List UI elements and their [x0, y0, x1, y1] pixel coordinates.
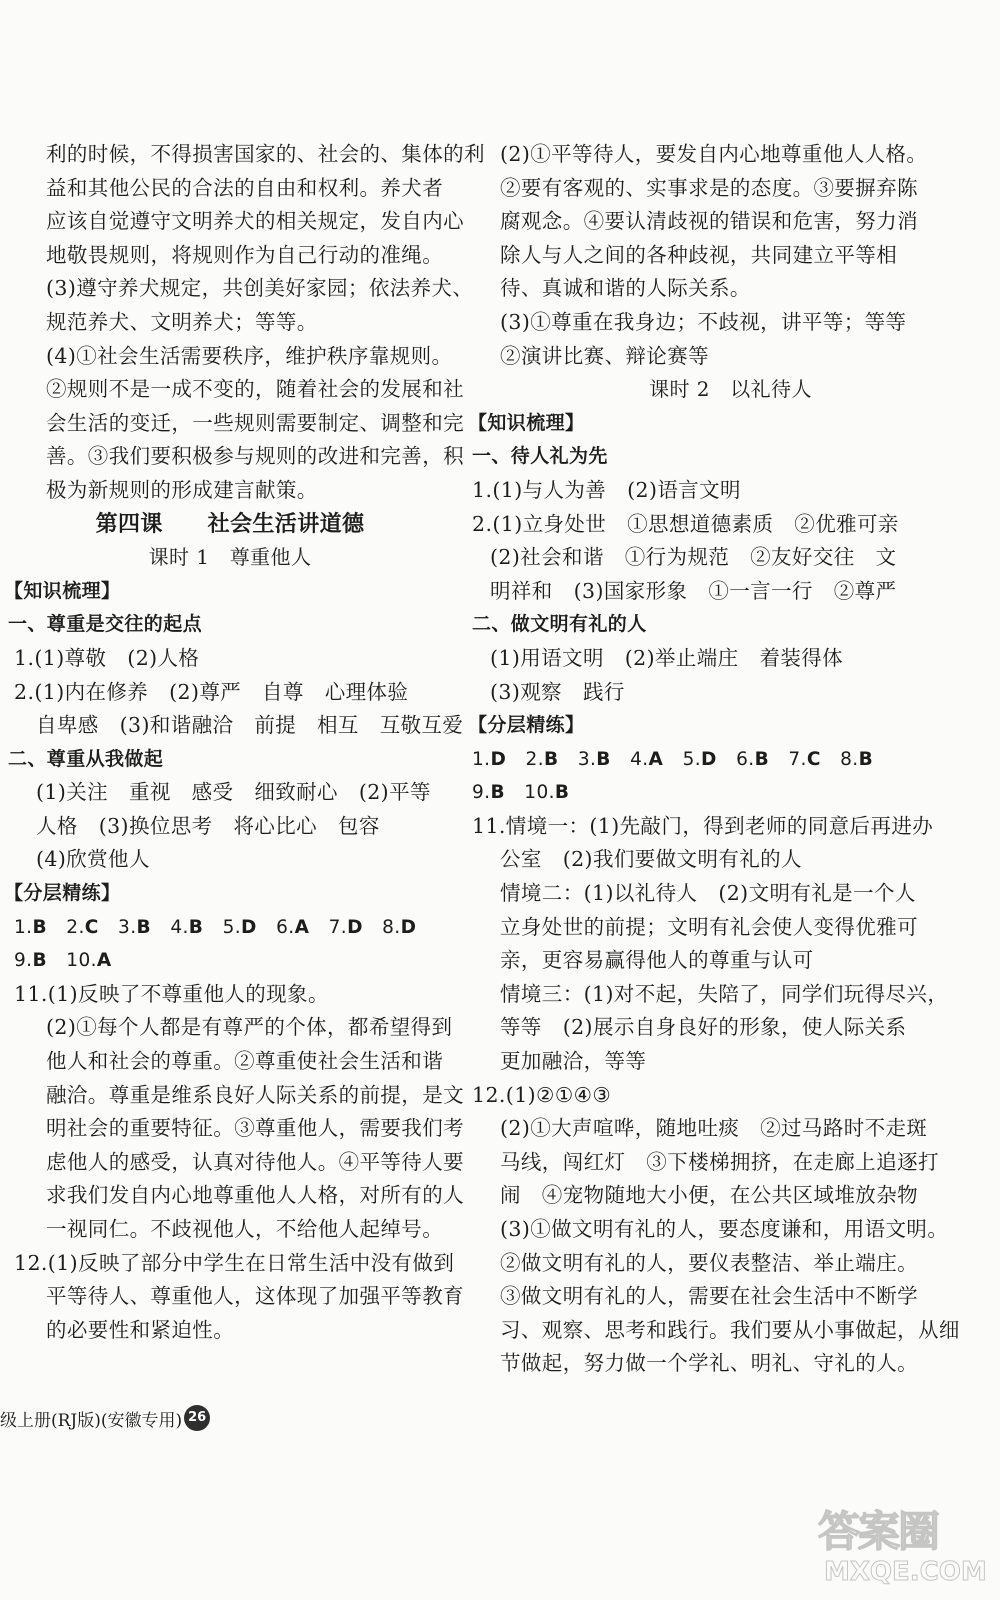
text-line: 益和其他公民的合法的自由和权利。养犬者 [46, 175, 444, 200]
text-line: 2.(1)内在修养 (2)尊严 自尊 心理体验 [14, 679, 409, 704]
text-line: ②做文明有礼的人，要仪表整洁、举止端庄。 [500, 1250, 918, 1275]
text-line: (1)用语文明 (2)举止端庄 着装得体 [490, 645, 844, 670]
text-line: 人格 (3)换位思考 将心比心 包容 [36, 813, 380, 838]
text-line: 极为新规则的形成建言献策。 [46, 477, 318, 502]
page-footer [0, 1405, 210, 1431]
section-heading: 一、待人礼为先 [472, 445, 608, 468]
lesson-subtitle: 课时 1 尊重他人 [148, 545, 312, 570]
text-line: 规范养犬、文明养犬；等等。 [46, 309, 318, 334]
text-line: 等等 (2)展示自身良好的形象，使人际关系 [500, 1015, 907, 1040]
text-line: 除人与人之间的各种歧视，共同建立平等相 [500, 242, 898, 267]
answer-number: 9. [14, 950, 33, 972]
text-line: (2)①大声喧哗，随地吐痰 ②过马路时不走斑 [500, 1116, 928, 1141]
answer-choice: D [241, 916, 257, 938]
answer-number: 8. [382, 916, 401, 938]
section-heading: 【知识梳理】 [468, 411, 585, 434]
answer-choice: B [490, 782, 505, 804]
text-line: (1)关注 重视 感受 细致耐心 (2)平等 [36, 780, 431, 805]
answer-number: 6. [736, 748, 755, 770]
answer-number: 5. [222, 916, 242, 938]
answer-number: 5. [682, 748, 702, 770]
text-line: 1.(1)与人为善 (2)语言文明 [472, 477, 741, 502]
answer-number: 7. [788, 748, 807, 770]
text-line: 一视同仁。不歧视他人，不给他人起绰号。 [46, 1217, 444, 1241]
answer-number: 10. [66, 950, 97, 972]
answer-number: 9. [472, 782, 491, 804]
text-line: 融洽。尊重是维系良好人际关系的前提，是文 [46, 1082, 464, 1107]
text-line: 平等待人、尊重他人，这体现了加强平等教育 [46, 1284, 464, 1309]
section-heading: 【知识梳理】 [4, 579, 121, 602]
text-line: ②要有客观的、实事求是的态度。③要摒弃陈 [500, 175, 918, 200]
answer-number: 4. [630, 748, 649, 770]
footer-text: 级上册(RJ版)(安徽专用) [0, 1410, 183, 1431]
text-line: 他人和社会的尊重。②尊重使社会生活和谐 [46, 1049, 444, 1074]
text-line: 更加融洽，等等 [500, 1049, 647, 1074]
text-line: (3)①尊重在我身边；不歧视，讲平等；等等 [500, 309, 907, 334]
answer-number: 8. [840, 748, 859, 770]
text-line: (4)①社会生活需要秩序，维护秩序靠规则。 [46, 343, 453, 368]
text-line: 腐观念。④要认清歧视的错误和危害，努力消 [500, 209, 918, 234]
text-line: 12.(1)②①④③ [472, 1082, 612, 1107]
answer-number: 3. [118, 916, 137, 938]
section-heading: 【分层精练】 [468, 714, 585, 737]
text-line: (4)欣赏他人 [36, 847, 150, 872]
answer-choice: A [648, 748, 664, 770]
answer-number: 3. [577, 748, 597, 770]
text-line: 闹 ④宠物随地大小便，在公共区域堆放杂物 [500, 1183, 918, 1208]
text-line: 情境二：(1)以礼待人 (2)文明有礼是一个人 [500, 881, 916, 906]
text-line: 求我们发自内心地尊重他人人格，对所有的人 [46, 1183, 464, 1208]
text-line: 公室 (2)我们要做文明有礼的人 [500, 847, 802, 872]
text-line: 节做起，努力做一个学礼、明礼、守礼的人。 [500, 1351, 918, 1376]
text-line: (3)遵守养犬规定，共创美好家园；依法养犬、 [46, 276, 474, 301]
watermark [818, 1499, 988, 1594]
answer-number: 4. [170, 916, 189, 938]
answer-number: 6. [276, 916, 295, 938]
text-line: 会生活的变迁，一些规则需要制定、调整和完 [46, 410, 464, 435]
answer-choice: D [490, 748, 507, 770]
answer-choice: A [294, 916, 310, 938]
text-line: (3)①做文明有礼的人，要态度谦和，用语文明。 [500, 1217, 949, 1241]
lesson-title: 第四课 社会生活讲道德 [95, 510, 365, 537]
text-line: 地敬畏规则，将规则作为自己行动的准绳。 [46, 242, 444, 267]
answer-choice: B [858, 748, 874, 770]
answer-number: 2. [525, 748, 544, 770]
answer-choice: D [400, 916, 417, 938]
text-line: 虑他人的感受，认真对待他人。④平等待人要 [46, 1149, 464, 1174]
answer-number: 7. [328, 916, 348, 938]
answer-choice: B [136, 916, 151, 938]
answer-row [468, 776, 993, 810]
text-line: (2)①平等待人，要发自内心地尊重他人人格。 [500, 142, 928, 166]
text-line: 明社会的重要特征。③尊重他人，需要我们考 [46, 1116, 464, 1141]
text-line: 马线，闯红灯 ③下楼梯拥挤，在走廊上追逐打 [500, 1149, 939, 1174]
answer-choice: C [84, 916, 99, 938]
text-line: 应该自觉遵守文明养犬的相关规定，发自内心 [46, 209, 464, 234]
answer-choice: B [543, 748, 559, 770]
text-line: 亲，更容易赢得他人的尊重与认可 [500, 948, 814, 973]
section-heading: 一、尊重是交往的起点 [8, 613, 203, 636]
text-line: 明祥和 (3)国家形象 ①一言一行 ②尊严 [490, 578, 897, 603]
text-line: 11.(1)反映了不尊重他人的现象。 [14, 981, 329, 1006]
text-line: ②规则不是一成不变的，随着社会的发展和社 [46, 377, 464, 402]
watermark-url: MXQE.COM [824, 1557, 987, 1587]
section-heading: 【分层精练】 [4, 882, 121, 905]
answer-number: 10. [524, 782, 555, 804]
text-line: (2)①每个人都是有尊严的个体，都希望得到 [46, 1015, 453, 1040]
text-line: ②演讲比赛、辩论赛等 [500, 343, 709, 368]
page-number-badge: 26 [184, 1405, 210, 1431]
answer-number: 2. [66, 916, 85, 938]
text-line: 1.(1)尊敬 (2)人格 [14, 645, 200, 670]
text-line: (2)社会和谐 ①行为规范 ②友好交往 文 [490, 545, 897, 570]
text-line: 12.(1)反映了部分中学生在日常生活中没有做到 [14, 1250, 455, 1275]
answer-choice: B [188, 916, 204, 938]
watermark-logo: 答案圈 [818, 1507, 939, 1556]
answer-choice: B [596, 748, 611, 770]
answer-choice: B [32, 916, 47, 938]
section-heading: 二、尊重从我做起 [8, 747, 164, 770]
answer-choice: B [32, 950, 47, 972]
text-line: 利的时候，不得损害国家的、社会的、集体的利 [46, 142, 485, 166]
answer-choice: D [701, 748, 717, 770]
text-line: 自卑感 (3)和谐融洽 前提 相互 互敬互爱 [36, 713, 464, 738]
answer-choice: B [554, 782, 570, 804]
lesson-subtitle: 课时 2 以礼待人 [649, 377, 812, 402]
answer-choice: A [96, 950, 112, 972]
section-heading: 二、做文明有礼的人 [472, 613, 647, 636]
text-line: ③做文明有礼的人，需要在社会生活中不断学 [500, 1284, 918, 1309]
answer-choice: C [806, 748, 821, 770]
answer-row [0, 944, 460, 978]
text-line: (3)观察 践行 [490, 679, 625, 704]
left-column [0, 138, 485, 1347]
text-line: 习、观察、思考和践行。我们要从小事做起，从细 [500, 1317, 960, 1342]
text-line: 善。③我们要积极参与规则的改进和完善，积 [46, 444, 464, 469]
right-column [468, 138, 993, 1381]
text-line: 情境三：(1)对不起，失陪了，同学们玩得尽兴， [500, 981, 949, 1006]
text-line: 立身处世的前提；文明有礼会使人变得优雅可 [500, 914, 918, 939]
answer-number: 1. [472, 748, 491, 770]
text-line: 的必要性和紧迫性。 [46, 1317, 235, 1342]
answer-row [0, 911, 460, 945]
answer-choice: D [347, 916, 363, 938]
answer-choice: B [754, 748, 770, 770]
answer-number: 1. [14, 916, 33, 938]
text-line: 11.情境一：(1)先敲门，得到老师的同意后再进办 [472, 813, 934, 838]
text-line: 待、真诚和谐的人际关系。 [500, 276, 751, 301]
answer-row [468, 743, 993, 777]
text-line: 2.(1)立身处世 ①思想道德素质 ②优雅可亲 [472, 511, 899, 536]
